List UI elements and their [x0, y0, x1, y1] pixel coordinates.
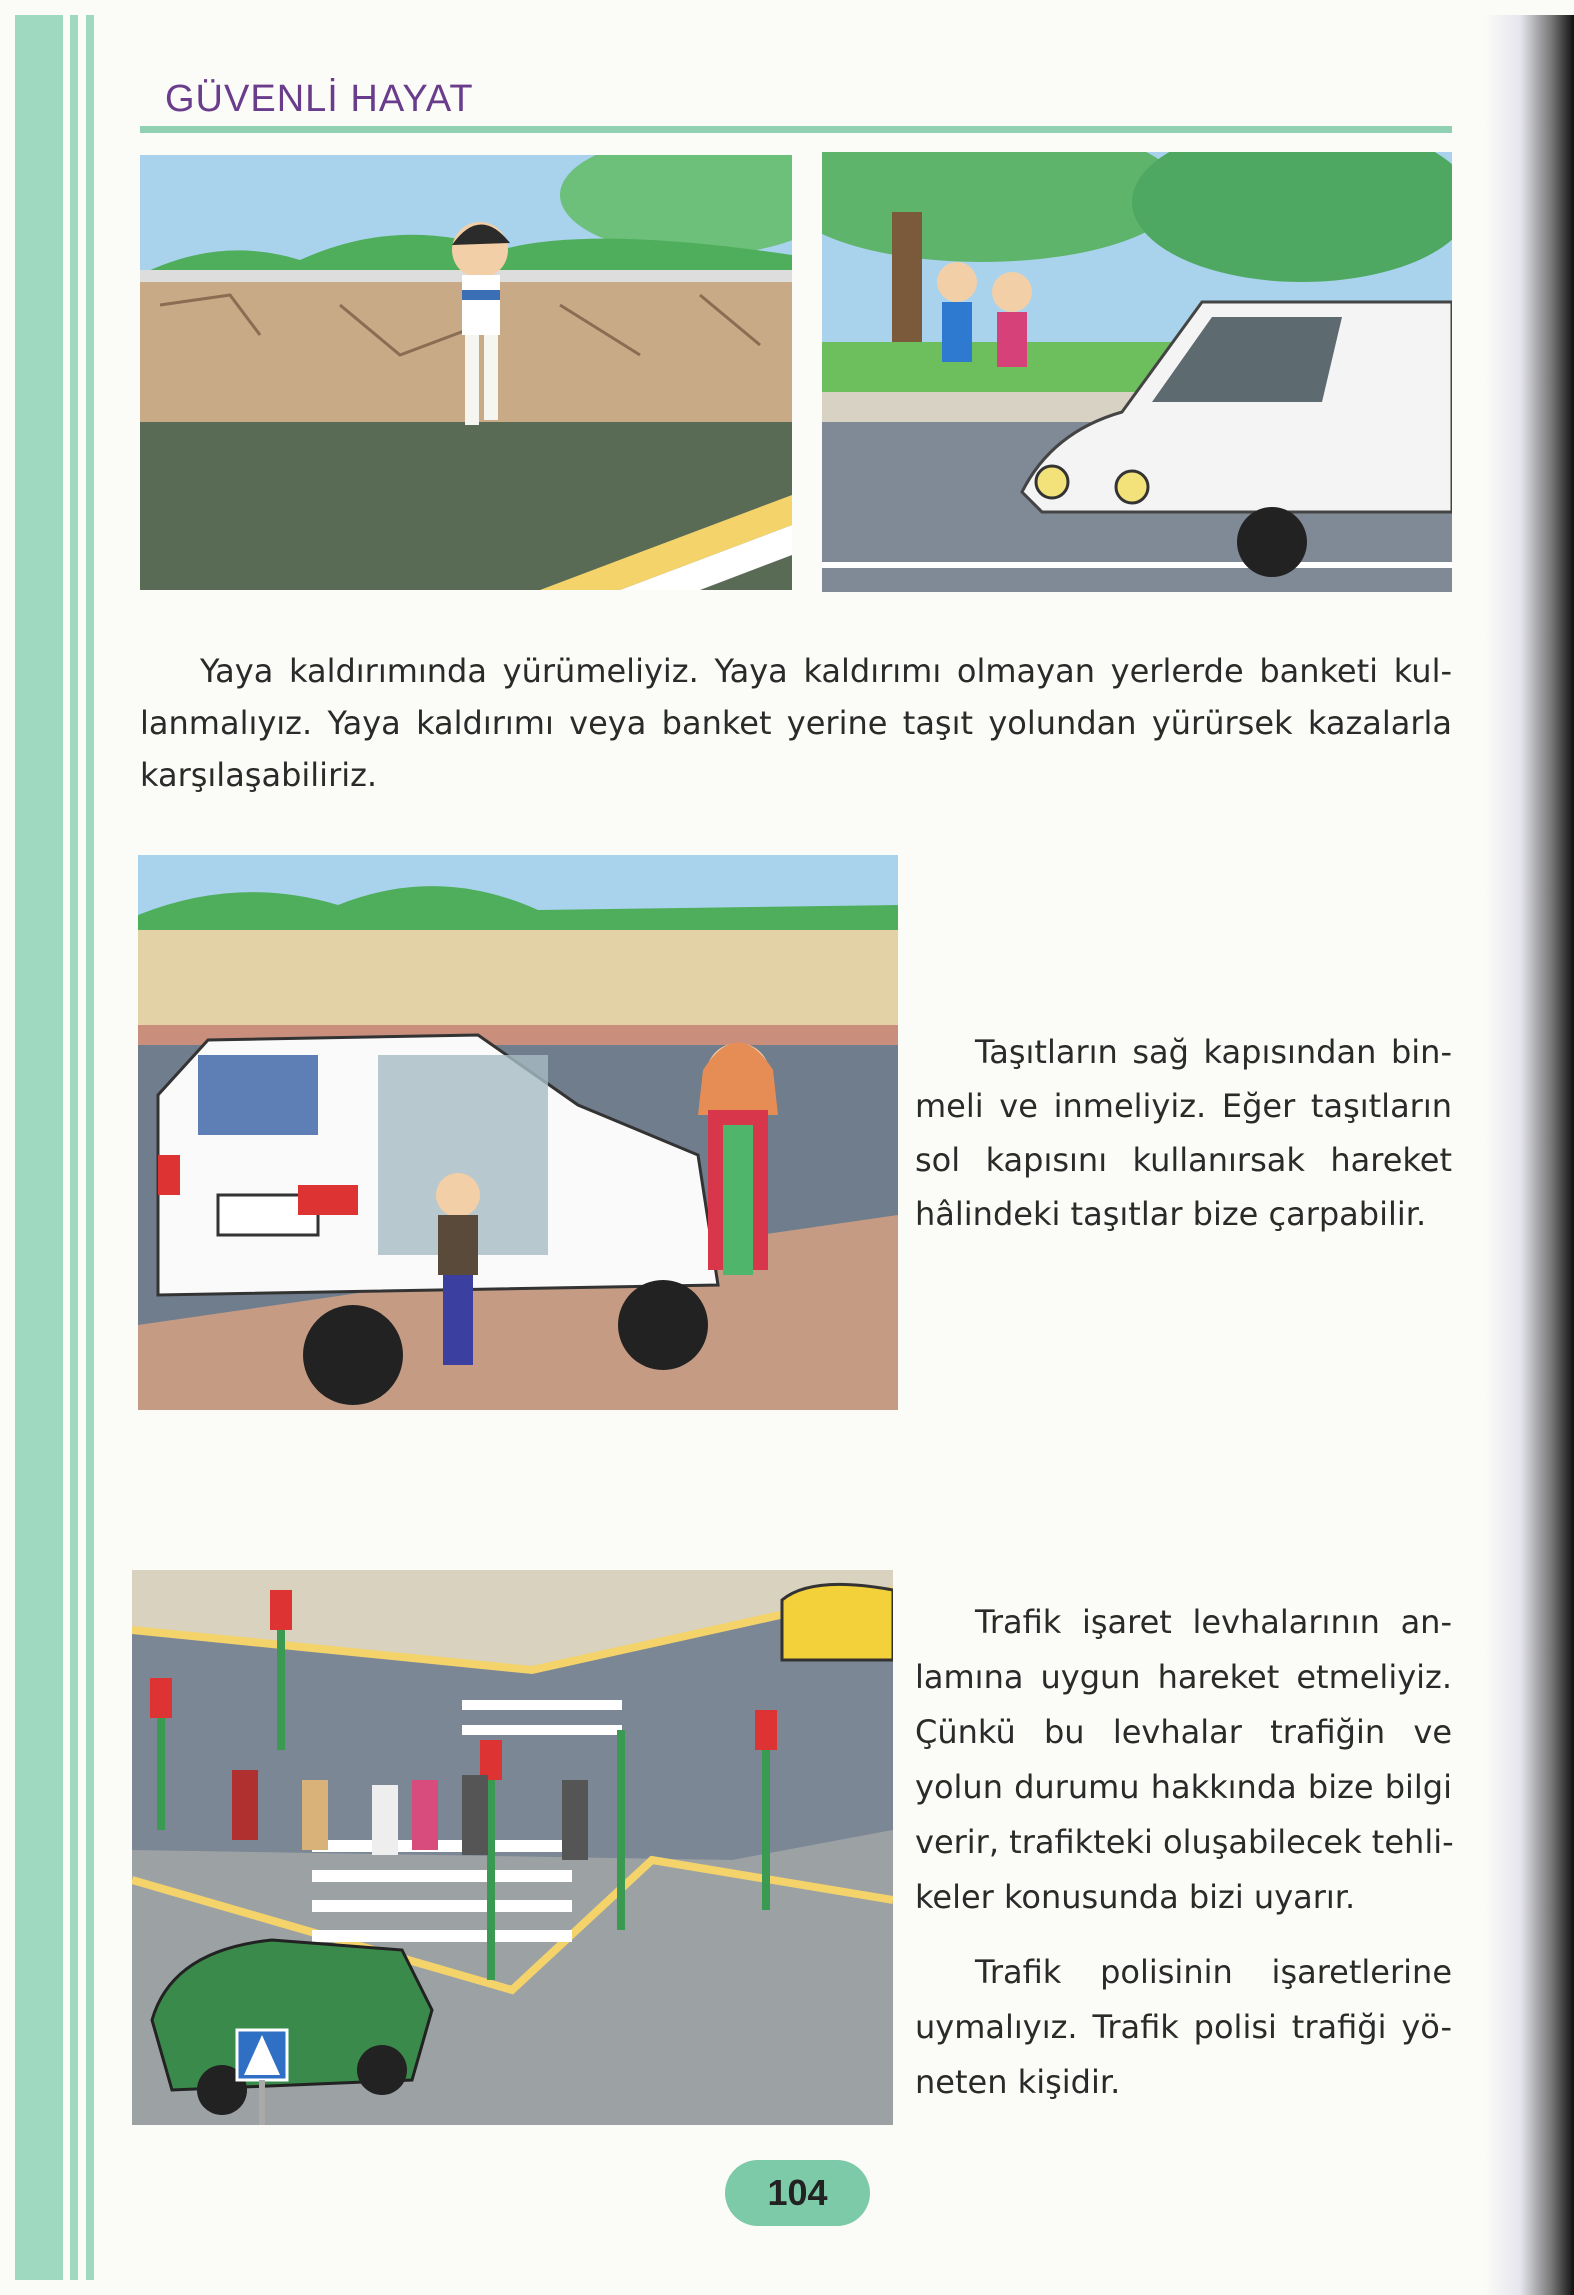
- text-line: hâlindeki taşıtlar bize çarpabilir.: [915, 1195, 1427, 1233]
- margin-stripe: [15, 15, 63, 2280]
- text-line: neten kişidir.: [915, 2063, 1121, 2101]
- margin-stripe: [70, 15, 78, 2280]
- text-line: meli ve inmeliyiz. Eğer taşıtların: [915, 1087, 1452, 1125]
- text-line: verir, trafikteki oluşabilecek tehli-: [915, 1823, 1454, 1861]
- margin-stripe: [86, 15, 94, 2280]
- text-line: lanmalıyız. Yaya kaldırımı veya banket yerine taşıt yolundan yürürsek kazalarla: [140, 704, 1452, 742]
- illustration-crosswalk: [132, 1570, 893, 2125]
- text-line: Trafik polisinin işaretlerine: [975, 1953, 1452, 1991]
- paragraph-traffic-signs: [915, 1595, 1452, 1925]
- illustration-boy-on-sidewalk: [140, 155, 792, 590]
- header-divider: [140, 126, 1452, 133]
- text-line: lamına uygun hareket etmeliyiz.: [915, 1658, 1452, 1696]
- text-line: uymalıyız. Trafik polisi trafiği yö-: [915, 2008, 1452, 2046]
- text-line: sol kapısını kullanırsak hareket: [915, 1141, 1452, 1179]
- paragraph-sidewalk: [140, 645, 1452, 801]
- text-line: yolun durumu hakkında bize bilgi: [915, 1768, 1452, 1806]
- text-line: Taşıtların sağ kapısından bin-: [975, 1033, 1452, 1071]
- page-title: GÜVENLİ HAYAT: [165, 78, 474, 120]
- illustration-car-right-door: [138, 855, 898, 1410]
- book-spine-shadow: [1484, 15, 1574, 2295]
- text-line: karşılaşabiliriz.: [140, 756, 378, 794]
- text-line: keler konusunda bizi uyarır.: [915, 1878, 1356, 1916]
- text-line: Çünkü bu levhalar trafiğin ve: [915, 1713, 1452, 1751]
- paragraph-car-doors: [915, 1025, 1452, 1241]
- text-line: Trafik işaret levhalarının an-: [975, 1603, 1452, 1641]
- illustration-girls-and-car: [822, 152, 1452, 592]
- paragraph-traffic-police: [915, 1945, 1452, 2110]
- page-number: 104: [725, 2160, 870, 2226]
- text-line: Yaya kaldırımında yürümeliyiz. Yaya kaldırımı olmayan yerlerde banketi kul-: [200, 652, 1452, 690]
